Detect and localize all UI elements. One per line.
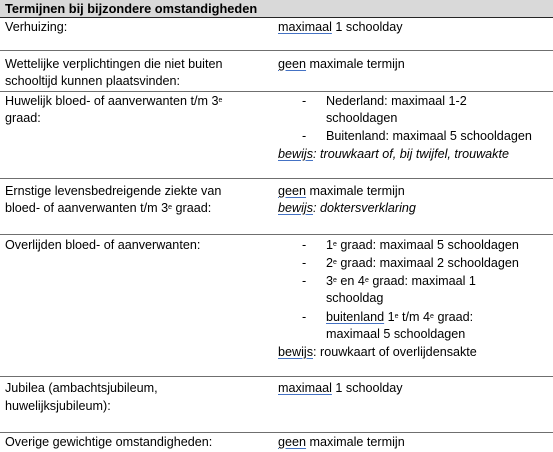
bullet-dash: - (302, 129, 307, 143)
row-label-line2: graad: (5, 111, 41, 125)
row-divider (0, 50, 553, 51)
bullet-dash: - (302, 310, 307, 324)
row-value: geen maximale termijn (278, 435, 405, 449)
bewijs-line: bewijs: trouwkaart of, bij twijfel, trouwakte (278, 147, 509, 161)
row-value: geen maximale termijn (278, 184, 405, 198)
table-title: Termijnen bij bijzondere omstandigheden (5, 1, 258, 16)
row-value: geen maximale termijn (278, 57, 405, 71)
row-divider (0, 91, 553, 92)
row-label-line1: Huwelijk bloed- of aanverwanten t/m 3e (5, 94, 223, 108)
row-divider (0, 234, 553, 235)
row-label-line1: Ernstige levensbedreigende ziekte van (5, 184, 222, 198)
row-value: maximaal 1 schoolday (278, 381, 403, 395)
row-label: Overlijden bloed- of aanverwanten: (5, 238, 201, 252)
row-value: maximaal 1 schoolday (278, 20, 403, 34)
bullet-text: 2e graad: maximaal 2 schooldagen (326, 256, 519, 270)
bullet-text: Nederland: maximaal 1-2 (326, 94, 467, 108)
bullet-dash: - (302, 256, 307, 270)
row-label-line2: bloed- of aanverwanten t/m 3e graad: (5, 201, 212, 215)
bullet-text: Buitenland: maximaal 5 schooldagen (326, 129, 532, 143)
row-label-line1: Wettelijke verplichtingen die niet buiten (5, 57, 223, 71)
bullet-text-cont: schooldag (326, 291, 384, 305)
bullet-dash: - (302, 274, 307, 288)
table-header (0, 0, 553, 18)
row-label: Overige gewichtige omstandigheden: (5, 435, 213, 449)
bewijs-line: bewijs: rouwkaart of overlijdensakte (278, 345, 477, 359)
bullet-text: 3e en 4e graad: maximaal 1 (326, 274, 476, 288)
bullet-dash: - (302, 238, 307, 252)
bullet-dash: - (302, 94, 307, 108)
row-divider (0, 178, 553, 179)
row-label-line2: huwelijksjubileum): (5, 399, 111, 413)
row-label-line2: schooltijd kunnen plaatsvinden: (5, 74, 181, 88)
row-divider (0, 432, 553, 433)
bewijs-line: bewijs: doktersverklaring (278, 201, 416, 215)
row-label: Verhuizing: (5, 20, 68, 34)
row-divider (0, 376, 553, 377)
row-label-line1: Jubilea (ambachtsjubileum, (5, 381, 158, 395)
bullet-text: buitenland 1e t/m 4e graad: (326, 310, 474, 324)
bullet-text: 1e graad: maximaal 5 schooldagen (326, 238, 519, 252)
bullet-text-cont: schooldagen (326, 111, 398, 125)
bullet-text-cont: maximaal 5 schooldagen (326, 327, 466, 341)
